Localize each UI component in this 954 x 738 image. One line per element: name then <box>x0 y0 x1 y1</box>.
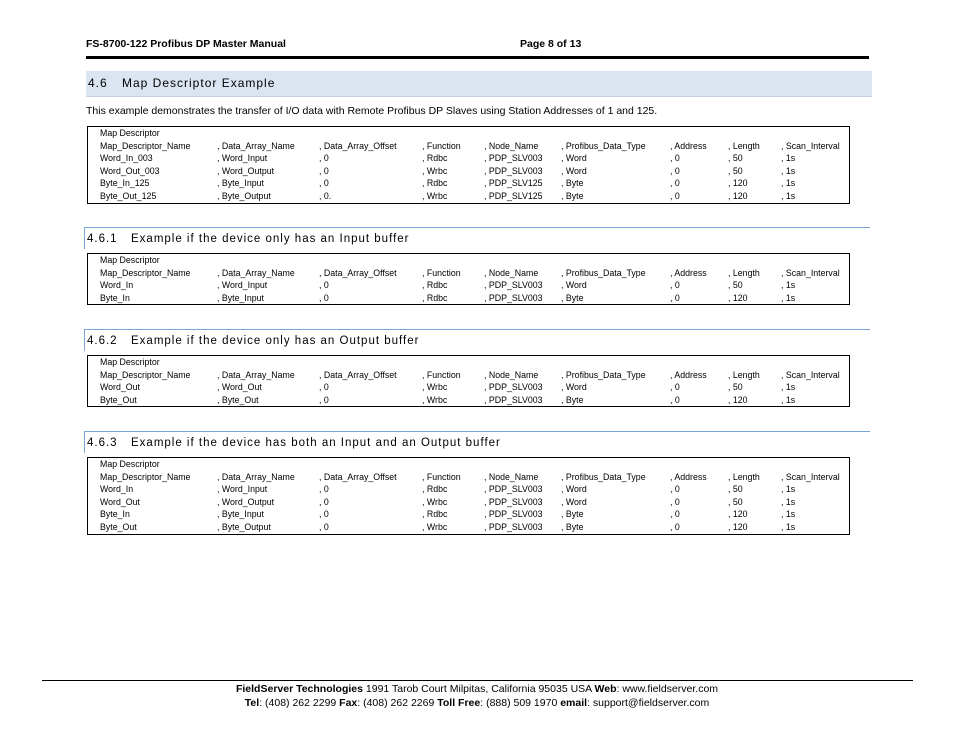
descriptor-cell: , 1s <box>781 521 796 532</box>
footer-tel: : (408) 262 2299 <box>259 697 340 709</box>
column-header: Map_Descriptor_Name <box>100 471 191 482</box>
column-header: , Length <box>728 369 760 380</box>
descriptor-cell: , 50 <box>728 484 743 495</box>
descriptor-cell: , Wrbc <box>422 521 448 532</box>
descriptor-cell: , 0 <box>670 190 680 201</box>
footer-line-2 <box>0 697 954 709</box>
descriptor-cell: , PDP_SLV003 <box>484 165 543 176</box>
descriptor-cell: , 50 <box>728 496 743 507</box>
descriptor-cell: , 0 <box>319 496 329 507</box>
descriptor-row <box>88 381 849 394</box>
descriptor-cell: , Byte_Output <box>217 190 271 201</box>
descriptor-cell: , Rdbc <box>422 484 448 495</box>
descriptor-cell: , Byte <box>561 292 584 303</box>
descriptor-cell: , 50 <box>728 153 743 164</box>
section-heading <box>86 71 872 97</box>
descriptor-cell: , 0 <box>319 280 329 291</box>
descriptor-cell: , 0 <box>319 521 329 532</box>
descriptor-cell: Byte_In_125 <box>100 178 150 189</box>
descriptor-cell: , 1s <box>781 394 796 405</box>
descriptor-cell: , PDP_SLV125 <box>484 190 543 201</box>
document-title: FS-8700-122 Profibus DP Master Manual <box>86 38 286 50</box>
descriptor-cell: , 0 <box>319 382 329 393</box>
descriptor-cell: , 1s <box>781 292 796 303</box>
descriptor-cell: , 0 <box>319 153 329 164</box>
column-header: Map_Descriptor_Name <box>100 140 191 151</box>
descriptor-cell: , Rdbc <box>422 178 448 189</box>
descriptor-cell: , Word <box>561 153 587 164</box>
descriptor-cell: , 120 <box>728 178 748 189</box>
descriptor-cell: , 0 <box>319 292 329 303</box>
column-header: , Data_Array_Name <box>217 369 295 380</box>
column-header: , Data_Array_Name <box>217 267 295 278</box>
column-header: , Address <box>670 140 707 151</box>
footer-fax-label: Fax <box>339 697 358 709</box>
footer-tollfree: : (888) 509 1970 <box>480 697 561 709</box>
column-header: , Scan_Interval <box>781 267 840 278</box>
descriptor-row <box>88 152 849 165</box>
column-header: , Node_Name <box>484 471 539 482</box>
section-intro: This example demonstrates the transfer of I/O data with Remote Profibus DP Slaves using Station Addresses of 1 and 125. <box>86 105 658 117</box>
descriptor-cell: , 0 <box>670 280 680 291</box>
column-header: , Length <box>728 267 760 278</box>
descriptor-cell: Word_Out <box>100 496 140 507</box>
descriptor-cell: Byte_Out <box>100 394 137 405</box>
footer-email-label: email <box>560 697 588 709</box>
column-header: , Function <box>422 369 461 380</box>
descriptor-cell: , Word_Output <box>217 496 275 507</box>
descriptor-cell: Byte_In <box>100 292 130 303</box>
column-header: , Address <box>670 369 707 380</box>
descriptor-cell: , 1s <box>781 484 796 495</box>
descriptor-cell: , Byte_Input <box>217 178 264 189</box>
descriptor-cell: , Byte <box>561 190 584 201</box>
column-header-line <box>88 471 849 484</box>
subsection-heading-4-6-3 <box>84 431 870 453</box>
descriptor-cell: , Byte <box>561 521 584 532</box>
descriptor-cell: , 0 <box>670 153 680 164</box>
header-rule <box>86 56 869 59</box>
descriptor-cell: , 120 <box>728 521 748 532</box>
descriptor-cell: , 1s <box>781 280 796 291</box>
descriptor-cell: , Word <box>561 280 587 291</box>
descriptor-cell: , 0. <box>319 190 332 201</box>
descriptor-cell: , PDP_SLV125 <box>484 178 543 189</box>
descriptor-cell: , Rdbc <box>422 292 448 303</box>
block-label-text: Map Descriptor <box>100 459 160 469</box>
descriptor-cell: , 0 <box>670 496 680 507</box>
descriptor-row <box>88 279 849 292</box>
descriptor-cell: , 1s <box>781 165 796 176</box>
descriptor-cell: , 120 <box>728 394 748 405</box>
column-header: , Data_Array_Offset <box>319 140 397 151</box>
descriptor-cell: , 1s <box>781 382 796 393</box>
footer-rule <box>42 680 913 681</box>
descriptor-row <box>88 177 849 190</box>
block-label-text: Map Descriptor <box>100 357 160 367</box>
descriptor-cell: , 0 <box>670 178 680 189</box>
column-header: Map_Descriptor_Name <box>100 369 191 380</box>
descriptor-cell: , 0 <box>319 509 329 520</box>
descriptor-cell: , Word <box>561 484 587 495</box>
descriptor-cell: , 120 <box>728 292 748 303</box>
descriptor-cell: Byte_Out <box>100 521 137 532</box>
footer-tollfree-label: Toll Free <box>437 697 481 709</box>
descriptor-row <box>88 165 849 178</box>
column-header: , Function <box>422 267 461 278</box>
column-header: , Profibus_Data_Type <box>561 140 646 151</box>
descriptor-cell: , PDP_SLV003 <box>484 153 543 164</box>
map-descriptor-block <box>87 355 850 407</box>
descriptor-row <box>88 394 849 407</box>
descriptor-cell: , Word_Input <box>217 153 268 164</box>
footer-address: 1991 Tarob Court Milpitas, California 95035 USA <box>362 683 595 695</box>
descriptor-cell: , 50 <box>728 280 743 291</box>
subsection-title: Example if the device only has an Input buffer <box>131 233 410 245</box>
footer-company: FieldServer Technologies <box>235 683 363 695</box>
column-header: , Data_Array_Name <box>217 140 295 151</box>
descriptor-cell: , 0 <box>319 165 329 176</box>
descriptor-cell: , Byte_Out <box>217 394 259 405</box>
column-header: , Scan_Interval <box>781 140 840 151</box>
subsection-number: 4.6.2 <box>87 335 118 347</box>
descriptor-cell: , 1s <box>781 190 796 201</box>
descriptor-cell: , Word_Input <box>217 280 268 291</box>
footer-email: : support@fieldserver.com <box>587 697 710 709</box>
block-label <box>88 458 849 471</box>
column-header: , Length <box>728 140 760 151</box>
descriptor-cell: , 0 <box>670 394 680 405</box>
descriptor-cell: , Word_Out <box>217 382 262 393</box>
column-header: , Function <box>422 140 461 151</box>
block-label-text: Map Descriptor <box>100 255 160 265</box>
footer-tel-label: Tel <box>244 697 260 709</box>
column-header: , Data_Array_Offset <box>319 267 397 278</box>
descriptor-cell: Word_Out_003 <box>100 165 160 176</box>
descriptor-cell: , 0 <box>319 394 329 405</box>
descriptor-cell: , 50 <box>728 382 743 393</box>
descriptor-cell: , Word <box>561 382 587 393</box>
descriptor-cell: Byte_In <box>100 509 130 520</box>
subsection-heading-4-6-2 <box>84 329 870 351</box>
block-label-text: Map Descriptor <box>100 128 160 138</box>
map-descriptor-block <box>87 457 850 535</box>
column-header: , Node_Name <box>484 267 539 278</box>
descriptor-cell: , PDP_SLV003 <box>484 521 543 532</box>
column-header: , Address <box>670 471 707 482</box>
descriptor-row <box>88 190 849 203</box>
descriptor-cell: , 0 <box>670 165 680 176</box>
descriptor-cell: , 1s <box>781 496 796 507</box>
descriptor-cell: , 0 <box>670 521 680 532</box>
descriptor-cell: , 120 <box>728 190 748 201</box>
descriptor-cell: , PDP_SLV003 <box>484 394 543 405</box>
descriptor-cell: Byte_Out_125 <box>100 190 157 201</box>
page-number: Page 8 of 13 <box>520 38 582 50</box>
descriptor-cell: , PDP_SLV003 <box>484 484 543 495</box>
descriptor-cell: , Byte <box>561 509 584 520</box>
descriptor-row <box>88 496 849 509</box>
descriptor-cell: , 1s <box>781 178 796 189</box>
descriptor-cell: , 0 <box>670 292 680 303</box>
descriptor-cell: , Word <box>561 165 587 176</box>
descriptor-row <box>88 483 849 496</box>
descriptor-cell: , Rdbc <box>422 280 448 291</box>
subsection-title: Example if the device has both an Input and an Output buffer <box>131 437 501 449</box>
descriptor-cell: , 0 <box>319 484 329 495</box>
column-header: , Node_Name <box>484 140 539 151</box>
descriptor-cell: , 1s <box>781 509 796 520</box>
descriptor-cell: , Wrbc <box>422 382 448 393</box>
map-descriptor-block <box>87 126 850 204</box>
descriptor-row <box>88 521 849 534</box>
column-header: , Profibus_Data_Type <box>561 267 646 278</box>
column-header: , Scan_Interval <box>781 369 840 380</box>
descriptor-cell: , PDP_SLV003 <box>484 292 543 303</box>
footer-fax: : (408) 262 2269 <box>357 697 438 709</box>
descriptor-cell: , 0 <box>670 484 680 495</box>
column-header: , Profibus_Data_Type <box>561 471 646 482</box>
descriptor-cell: , PDP_SLV003 <box>484 509 543 520</box>
section-title: Map Descriptor Example <box>122 76 276 90</box>
descriptor-cell: Word_In <box>100 280 134 291</box>
column-header: , Data_Array_Name <box>217 471 295 482</box>
column-header: , Scan_Interval <box>781 471 840 482</box>
column-header-line <box>88 369 849 382</box>
descriptor-cell: , 0 <box>670 382 680 393</box>
column-header: , Node_Name <box>484 369 539 380</box>
descriptor-cell: Word_Out <box>100 382 140 393</box>
footer-web: : www.fieldserver.com <box>616 683 719 695</box>
descriptor-cell: , Wrbc <box>422 496 448 507</box>
block-label <box>88 254 849 267</box>
column-header: , Function <box>422 471 461 482</box>
column-header: , Address <box>670 267 707 278</box>
descriptor-cell: , 50 <box>728 165 743 176</box>
block-label <box>88 127 849 140</box>
descriptor-cell: , Wrbc <box>422 190 448 201</box>
section-number: 4.6 <box>88 76 108 90</box>
descriptor-cell: Word_In_003 <box>100 153 153 164</box>
descriptor-cell: , 120 <box>728 509 748 520</box>
descriptor-cell: , Byte_Output <box>217 521 271 532</box>
descriptor-cell: , 0 <box>670 509 680 520</box>
subsection-title: Example if the device only has an Output buffer <box>131 335 420 347</box>
block-label <box>88 356 849 369</box>
descriptor-cell: , PDP_SLV003 <box>484 496 543 507</box>
descriptor-cell: , Word_Input <box>217 484 268 495</box>
descriptor-cell: , Wrbc <box>422 165 448 176</box>
descriptor-cell: , Byte <box>561 178 584 189</box>
subsection-number: 4.6.3 <box>87 437 118 449</box>
descriptor-cell: , PDP_SLV003 <box>484 280 543 291</box>
column-header-line <box>88 140 849 153</box>
descriptor-cell: , Word_Output <box>217 165 275 176</box>
page-header <box>86 38 868 52</box>
column-header: , Length <box>728 471 760 482</box>
subsection-heading-4-6-1 <box>84 227 870 249</box>
subsection-number: 4.6.1 <box>87 233 118 245</box>
descriptor-cell: , Wrbc <box>422 394 448 405</box>
column-header: , Profibus_Data_Type <box>561 369 646 380</box>
descriptor-cell: , 0 <box>319 178 329 189</box>
column-header: , Data_Array_Offset <box>319 471 397 482</box>
descriptor-cell: Word_In <box>100 484 134 495</box>
descriptor-cell: , Rdbc <box>422 509 448 520</box>
descriptor-row <box>88 508 849 521</box>
footer-web-label: Web <box>594 683 617 695</box>
column-header: Map_Descriptor_Name <box>100 267 191 278</box>
descriptor-cell: , Word <box>561 496 587 507</box>
descriptor-cell: , Byte_Input <box>217 509 264 520</box>
footer-line-1 <box>0 683 954 695</box>
descriptor-cell: , PDP_SLV003 <box>484 382 543 393</box>
map-descriptor-block <box>87 253 850 305</box>
column-header-line <box>88 267 849 280</box>
descriptor-cell: , 1s <box>781 153 796 164</box>
descriptor-row <box>88 292 849 305</box>
descriptor-cell: , Byte_Input <box>217 292 264 303</box>
column-header: , Data_Array_Offset <box>319 369 397 380</box>
descriptor-cell: , Byte <box>561 394 584 405</box>
descriptor-cell: , Rdbc <box>422 153 448 164</box>
